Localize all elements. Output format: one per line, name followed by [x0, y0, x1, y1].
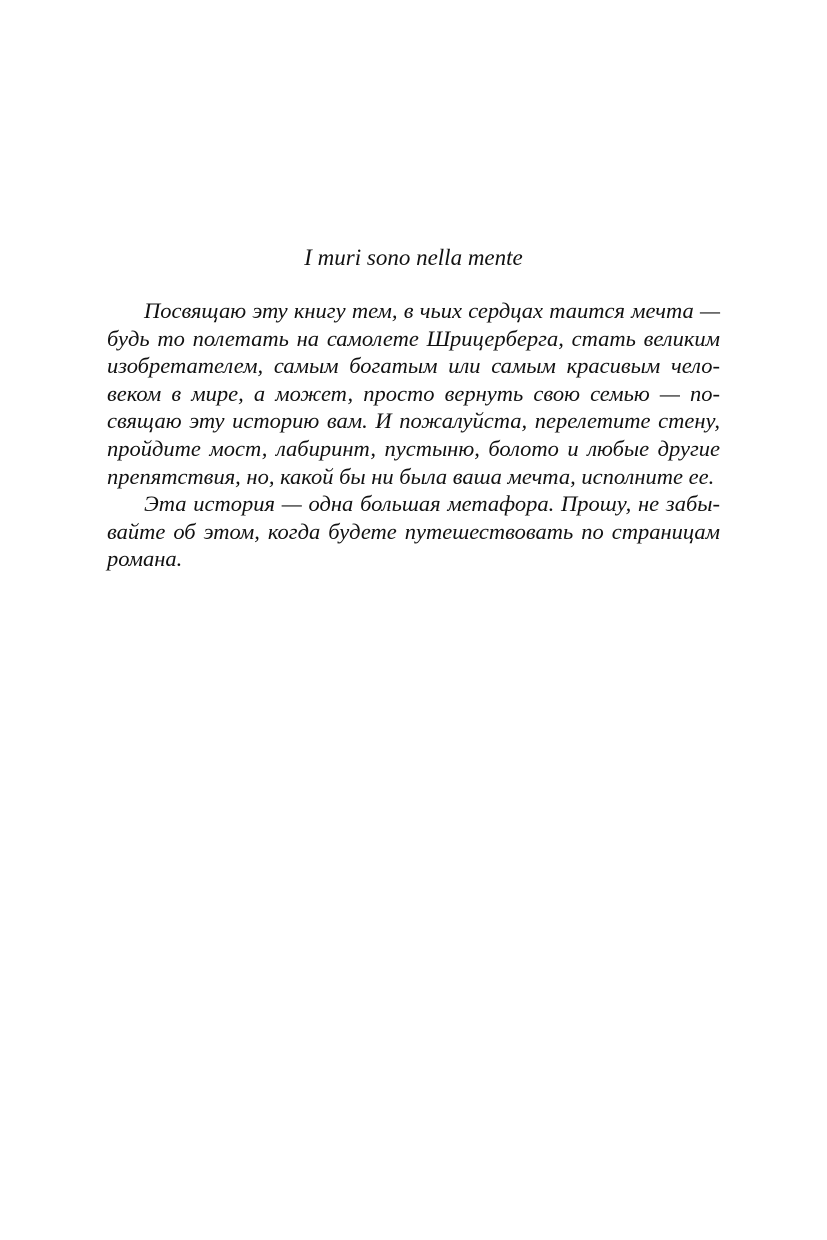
text-line: будь то полетать на самолете Шрицерберга, стать великим: [107, 325, 720, 351]
text-line: вайте об этом, когда будете путешествовать по страницам: [107, 518, 720, 544]
dedication-text: [107, 297, 720, 573]
text-line: Эта история — одна большая метафора. Прошу, не забы-: [144, 491, 720, 517]
text-line: свящаю эту историю вам. И пожалуйста, перелетите стену,: [107, 408, 720, 434]
text-line: Посвящаю эту книгу тем, в чьих сердцах таится мечта —: [144, 298, 720, 323]
text-line: изобретателем, самым богатым или самым красивым чело-: [107, 353, 720, 379]
text-line: препятствия, но, какой бы ни была ваша мечта, исполните ее.: [107, 463, 715, 489]
dedication-paragraph-1: [107, 297, 720, 490]
text-line: романа.: [107, 546, 183, 572]
text-line: веком в мире, а может, просто вернуть свою семью — по-: [107, 380, 720, 406]
dedication-paragraph-2: [107, 490, 720, 573]
text-line: пройдите мост, лабиринт, пустыню, болото и любые другие: [107, 435, 720, 461]
epigraph: I muri sono nella mente: [304, 245, 523, 270]
